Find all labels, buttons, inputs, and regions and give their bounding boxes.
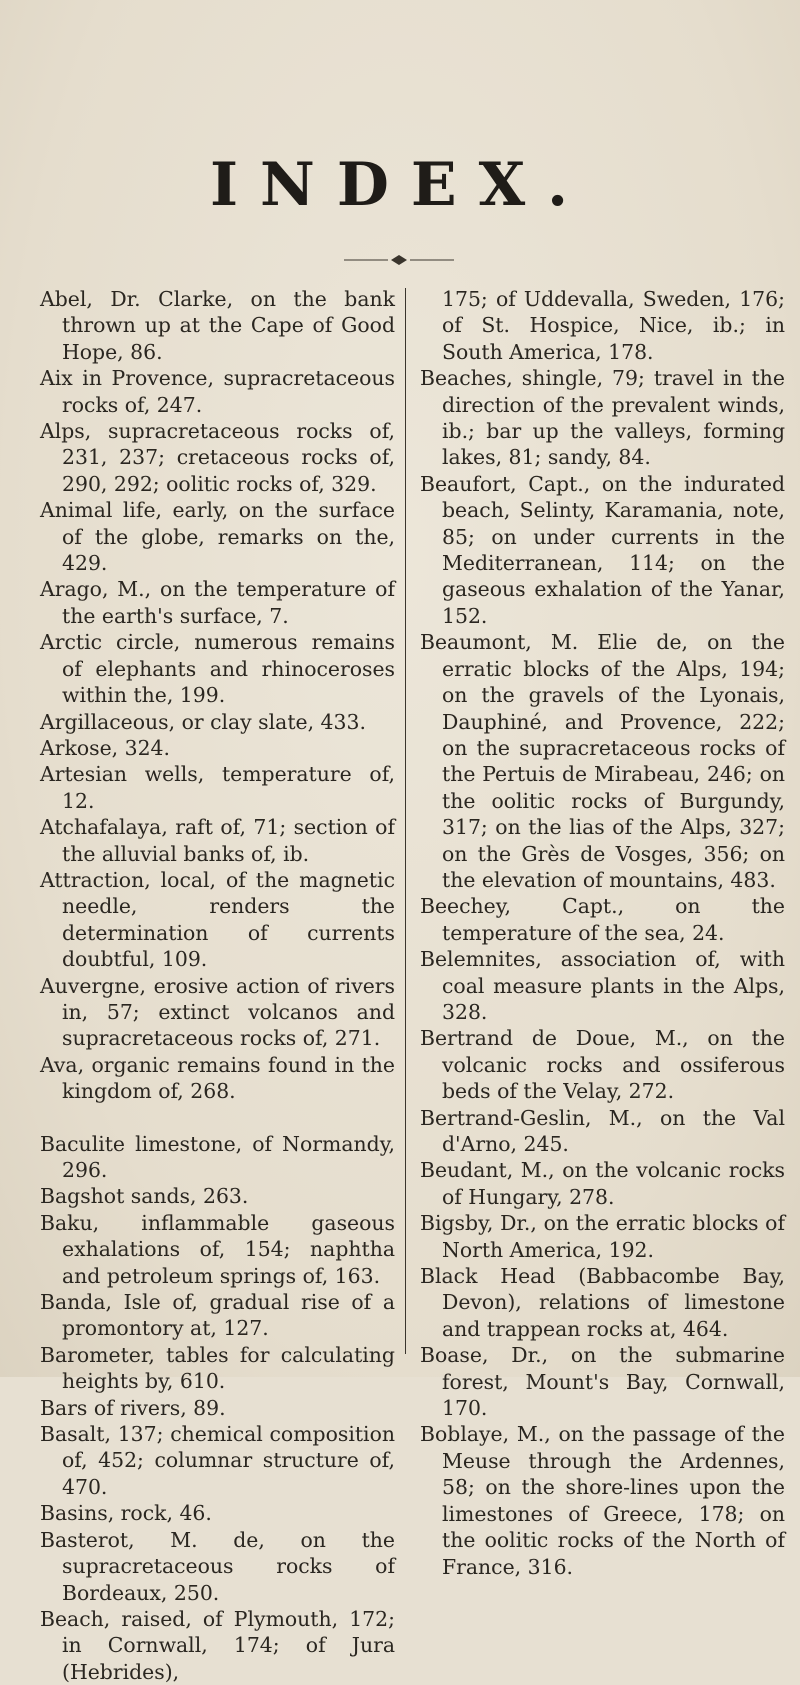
index-entry: Arago, M., on the temperature of the earth's surface, 7. <box>40 577 395 628</box>
page-title: INDEX. <box>209 150 591 220</box>
index-entry: Belemnites, association of, with coal measure plants in the Alps, 328. <box>420 947 785 1024</box>
index-entry: Alps, supracretaceous rocks of, 231, 237; cretaceous rocks of, 290, 292; oolitic rocks of, 329. <box>40 419 395 496</box>
index-entry: Boblaye, M., on the passage of the Meuse through the Ardennes, 58; on the shore-lines upon the limestones of Greece, 178; on the oolitic rocks of the North of France, 316. <box>420 1422 785 1579</box>
index-entry: Beaufort, Capt., on the indurated beach, Selinty, Karamania, note, 85; on under currents in the Mediterranean, 114; on the gaseous exhalation of the Yanar, 152. <box>420 471 785 628</box>
index-entry: Baku, inflammable gaseous exhalations of, 154; naphtha and petroleum springs of, 163. <box>40 1210 395 1288</box>
index-entry: Baculite limestone, of Normandy, 296. <box>40 1131 395 1182</box>
index-entry: Beach, raised, of Plymouth, 172; in Cornwall, 174; of Jura (Hebrides), <box>40 1606 395 1684</box>
index-entry: Aix in Provence, supracretaceous rocks of, 247. <box>40 366 395 417</box>
index-entry: Black Head (Babbacombe Bay, Devon), relations of limestone and trappean rocks at, 464. <box>420 1264 785 1341</box>
index-entry: Arkose, 324. <box>40 735 171 760</box>
column-divider <box>405 288 406 1354</box>
index-entry: Artesian wells, temperature of, 12. <box>40 762 395 813</box>
index-entry: Animal life, early, on the surface of the globe, remarks on the, 429. <box>40 498 395 576</box>
right-column <box>420 286 785 1580</box>
index-entry: Bertrand de Doue, M., on the volcanic rocks and ossiferous beds of the Velay, 272. <box>420 1026 785 1104</box>
index-entry: Bigsby, Dr., on the erratic blocks of North America, 192. <box>420 1211 785 1262</box>
index-entry: Boase, Dr., on the submarine forest, Mount's Bay, Cornwall, 170. <box>420 1343 785 1421</box>
index-entry: Bagshot sands, 263. <box>40 1184 249 1209</box>
index-entry: Barometer, tables for calculating heights by, 610. <box>40 1342 395 1394</box>
index-entry: Basalt, 137; chemical composition of, 452; columnar structure of, 470. <box>40 1422 395 1499</box>
index-entry: Banda, Isle of, gradual rise of a promontory at, 127. <box>40 1290 395 1341</box>
index-entry: Arctic circle, numerous remains of elephants and rhinoceroses within the, 199. <box>40 630 395 708</box>
index-entry: Abel, Dr. Clarke, on the bank thrown up at the Cape of Good Hope, 86. <box>40 287 395 364</box>
index-entry: Basins, rock, 46. <box>40 1501 212 1526</box>
index-entry: Argillaceous, or clay slate, 433. <box>40 709 366 734</box>
left-column <box>40 286 395 1685</box>
index-entry: Atchafalaya, raft of, 71; section of the alluvial banks of, ib. <box>40 815 395 866</box>
index-entry: Beaches, shingle, 79; travel in the direction of the prevalent winds, ib.; bar up the valleys, forming lakes, 81; sandy, 84. <box>420 366 785 470</box>
index-entry: Ava, organic remains found in the kingdom of, 268. <box>40 1052 395 1104</box>
divider-ornament-icon <box>344 254 454 266</box>
index-entry: Beaumont, M. Elie de, on the erratic blocks of the Alps, 194; on the gravels of the Lyonais, Dauphiné, and Provence, 222; on the supracretaceous rocks of the Pertuis de Mirabeau, 246; on the oolitic rocks of Burgundy, 317; on the lias of the Alps, 327; on the Grès de Vosges, 356; on the elevation of mountains, 483. <box>420 630 785 892</box>
index-entry: Basterot, M. de, on the supracretaceous rocks of Bordeaux, 250. <box>40 1527 395 1605</box>
index-entry: Attraction, local, of the magnetic needle, renders the determination of currents doubtful, 109. <box>40 867 395 972</box>
index-entry: Bars of rivers, 89. <box>40 1395 226 1420</box>
index-entry: Bertrand-Geslin, M., on the Val d'Arno, 245. <box>420 1105 785 1156</box>
index-entry: Beudant, M., on the volcanic rocks of Hungary, 278. <box>420 1158 785 1209</box>
index-entry: Auvergne, erosive action of rivers in, 57; extinct volcanos and supracretaceous rocks of, 271. <box>40 973 395 1051</box>
index-entry-continuation: 175; of Uddevalla, Sweden, 176; of St. Hospice, Nice, ib.; in South America, 178. <box>442 287 785 364</box>
index-entry: Beechey, Capt., on the temperature of the sea, 24. <box>420 894 785 945</box>
